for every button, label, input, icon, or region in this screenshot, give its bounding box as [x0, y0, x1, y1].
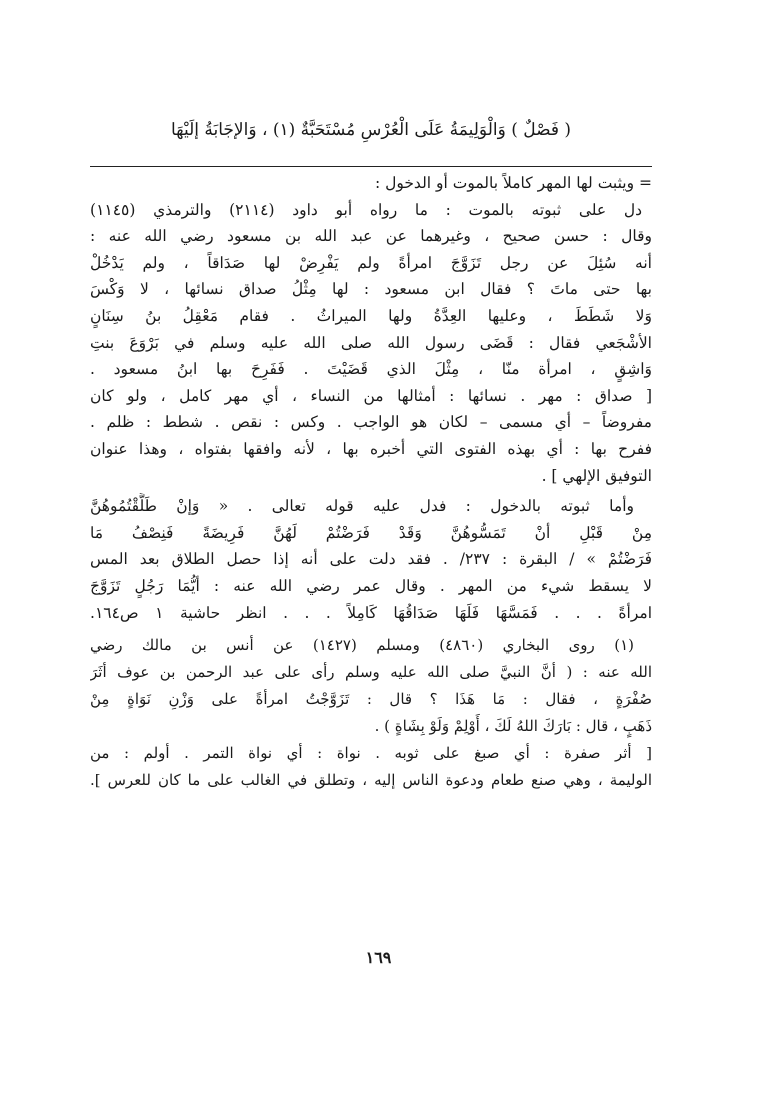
footnote-line: الله عنه : ( أنَّ النبيَّ صلى الله عليه وسلم رأى على عبد الرحمن بن عوف أثَرَ [90, 663, 652, 682]
page-number: ١٦٩ [365, 948, 392, 967]
footnote-commentary-line: [ أثر صفرة : أي صبغ على ثوبه . نواة : أي نواة التمر . أولم : من [90, 744, 652, 763]
footnote-commentary-line: الوليمة ، وهي صنع طعام ودعوة الناس إليه ، وتطلق في الغالب على ما كان للعرس ]. [90, 771, 652, 790]
text-line: فَرَضْتُمْ » / البقرة : ٢٣٧/ . فقد دلت على أنه إذا حصل الطلاق بعد المس [90, 550, 652, 569]
header-divider [90, 166, 652, 167]
text-line: وَاشِقٍ ، امرأة منّا ، مِثْلَ الذي قَضَيْتَ . فَفَرِحَ بها ابنُ مسعود . [90, 360, 652, 379]
text-line: امرأةً . . . فَمَسَّهَا فَلَهَا صَدَاقُهَا كَامِلاً . . . انظر حاشية ١ ص١٦٤. [90, 603, 652, 622]
commentary-line: مفروضاً – أي مسمى – لكان هو الواجب . وكس : نقص . شطط : ظلم . [90, 413, 652, 432]
text-line: وقال : حسن صحيح ، وغيرهما عن عبد الله بن مسعود رضي الله عنه : [90, 227, 652, 246]
text-line: وَلا شَطَطَ ، وعليها العِدَّةُ ولها الميراثُ . فقام مَعْقِلُ بنُ سِنَانٍ [90, 306, 652, 325]
text-line: بها حتى ماتَ ؟ فقال ابن مسعود : لها مِثْلُ صداق نسائها ، لا وَكْسَ [90, 280, 652, 299]
footnote-line: (١) روى البخاري (٤٨٦٠) ومسلم (١٤٢٧) عن أنس بن مالك رضي [90, 636, 634, 655]
text-line: الأشْجَعي فقال : قَضَى رسول الله صلى الله عليه وسلم في بَرْوَعَ بنتِ [90, 333, 652, 352]
text-line: لا يسقط شيء من المهر . وقال عمر رضي الله عنه : أيُّمَا رَجُلٍ تَزَوَّجَ [90, 576, 652, 595]
commentary-line: ففرح بها : أي بهذه الفتوى التي أخبره بها ، لأنه وافقها بفتواه ، وهذا عنوان [90, 439, 652, 458]
text-line: أنه سُئِلَ عن رجل تَزَوَّجَ امرأةً ولم يَفْرِضْ لها صَدَاقاً ، ولم يَدْخُلْ [90, 253, 652, 272]
text-line: = ويثبت لها المهر كاملاً بالموت أو الدخول : [374, 174, 652, 192]
text-line: وأما ثبوته بالدخول : فدل عليه قوله تعالى . « وَإنْ طَلَّقْتُمُوهُنَّ [90, 497, 634, 516]
commentary-line: التوفيق الإلهي ] . [541, 466, 652, 485]
running-header: ( فَصْلٌ ) وَالْوَلِيمَةُ عَلَى الْعُرْسِ مُسْتَحَبَّةٌ (١) ، وَالإجَابَةُ إلَيْهَا [170, 120, 572, 140]
commentary-line: [ صداق : مهر . نسائها : أمثالها من النساء ، أي مهر كامل ، ولو كان [90, 386, 652, 405]
text-line: دل على ثبوته بالموت : ما رواه أبو داود (٢١١٤) والترمذي (١١٤٥) [90, 200, 643, 219]
footnote-line: صُفْرَةٍ ، فقال : مَا هَذَا ؟ قال : تَزَوَّجْتُ امرأةً على وَزْنِ نَوَاةٍ مِنْ [90, 690, 652, 709]
footnotes [90, 632, 652, 794]
text-line: مِنْ قَبْلِ أنْ تَمَسُّوهُنَّ وَقَدْ فَرَضْتُمْ لَهُنَّ فَرِيضَةً فَنِصْفُ مَا [90, 523, 652, 542]
main-text [90, 170, 652, 794]
footnote-line: ذَهَبٍ ، قال : بَارَكَ اللهُ لَكَ ، أَوْلِمْ وَلَوْ بِشَاةٍ ) . [374, 717, 652, 736]
